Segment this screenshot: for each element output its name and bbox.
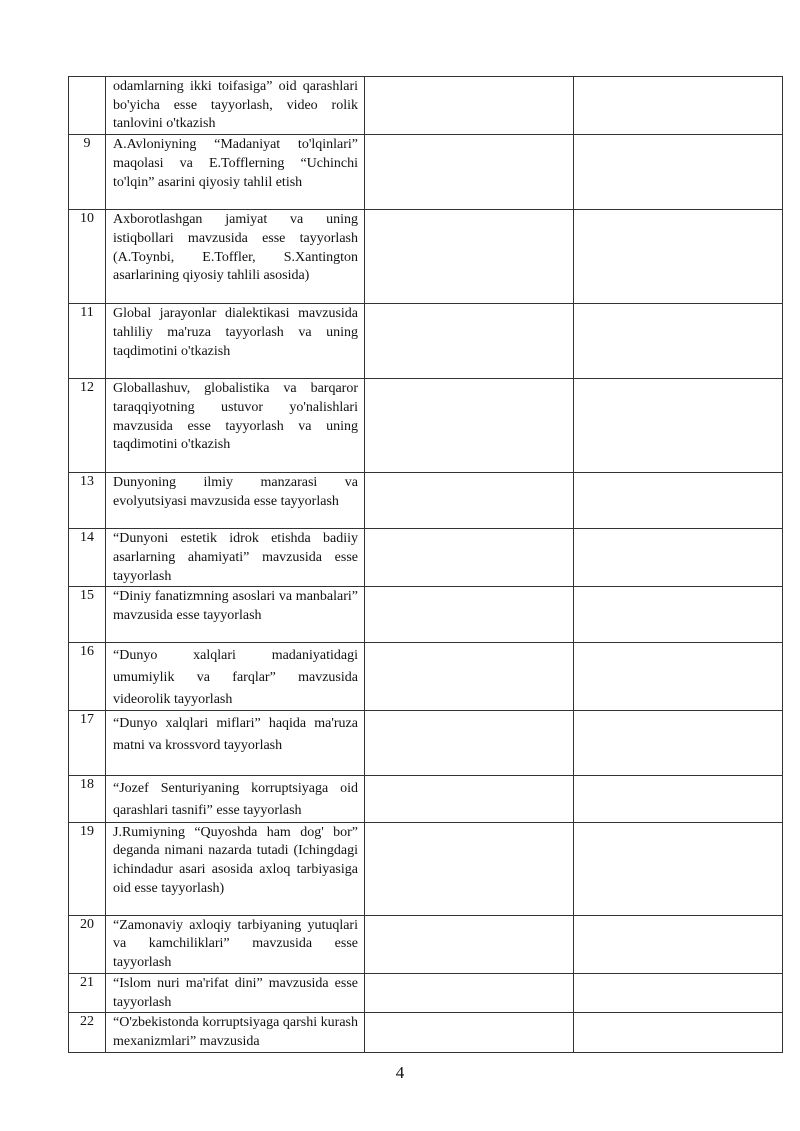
topic-text: Globallashuv, globalistika va barqaror taraqqiyotning ustuvor yo'nalishlari mavzusida esse tayyorlash va uning taqdimotini o'tkazish [113, 381, 358, 453]
empty-cell [365, 822, 574, 915]
empty-cell [574, 973, 783, 1012]
row-number: 11 [69, 304, 106, 379]
topic-cell [106, 304, 365, 379]
row-number: 19 [69, 822, 106, 915]
table-row [69, 473, 783, 529]
row-number: 21 [69, 973, 106, 1012]
empty-cell [365, 711, 574, 776]
topic-text: odamlarning ikki toifasiga” oid qarashlari bo'yicha esse tayyorlash, video rolik tanlovini o'tkazish [113, 79, 358, 132]
row-number: 18 [69, 776, 106, 822]
table-row [69, 587, 783, 643]
topic-text: “O'zbekistonda korruptsiyaga qarshi kurash mexanizmlari” mavzusida [113, 1015, 358, 1049]
empty-cell [574, 1013, 783, 1052]
topic-cell [106, 1013, 365, 1052]
topic-cell [106, 915, 365, 973]
empty-cell [365, 973, 574, 1012]
topic-text: J.Rumiyning “Quyoshda ham dog' bor” deganda nimani nazarda tutadi (Ichingdagi ichindadur asari asosida axloq tarbiyasiga oid esse tayyorlash) [113, 824, 358, 896]
empty-cell [574, 379, 783, 473]
table-row [69, 529, 783, 587]
empty-cell [365, 643, 574, 711]
row-number: 17 [69, 711, 106, 776]
empty-cell [365, 210, 574, 304]
empty-cell [574, 135, 783, 210]
topic-cell [106, 587, 365, 643]
table-row [69, 822, 783, 915]
row-number: 16 [69, 643, 106, 711]
table-row [69, 711, 783, 776]
empty-cell [574, 529, 783, 587]
empty-cell [574, 77, 783, 135]
empty-cell [574, 776, 783, 822]
topic-text: “Dunyo xalqlari miflari” haqida ma'ruza matni va krossvord tayyorlash [113, 716, 358, 754]
row-number: 10 [69, 210, 106, 304]
topic-cell [106, 529, 365, 587]
empty-cell [365, 77, 574, 135]
table-row [69, 973, 783, 1012]
empty-cell [365, 776, 574, 822]
topic-cell [106, 77, 365, 135]
topic-text: “Zamonaviy axloqiy tarbiyaning yutuqlari va kamchiliklari” mavzusida esse tayyorlash [113, 917, 358, 971]
topic-cell [106, 711, 365, 776]
topic-cell [106, 210, 365, 304]
empty-cell [574, 711, 783, 776]
topic-cell [106, 973, 365, 1012]
row-number: 14 [69, 529, 106, 587]
topic-cell [106, 473, 365, 529]
topic-cell [106, 643, 365, 711]
empty-cell [365, 135, 574, 210]
topic-text: “Islom nuri ma'rifat dini” mavzusida esse tayyorlash [113, 975, 358, 1010]
table-row [69, 304, 783, 379]
empty-cell [574, 210, 783, 304]
table-row [69, 915, 783, 973]
topic-text: Global jarayonlar dialektikasi mavzusida tahliliy ma'ruza tayyorlash va uning taqdimotini o'tkazish [113, 306, 358, 359]
table-row [69, 643, 783, 711]
row-number: 9 [69, 135, 106, 210]
topic-cell [106, 822, 365, 915]
topic-text: “Jozef Senturiyaning korruptsiyaga oid qarashlari tasnifi” esse tayyorlash [113, 781, 358, 819]
assignment-table [68, 76, 783, 1053]
row-number [69, 77, 106, 135]
topic-text: “Dunyo xalqlari madaniyatidagi umumiylik va farqlar” mavzusida videorolik tayyorlash [113, 648, 358, 707]
table-row [69, 1013, 783, 1052]
topic-text: A.Avloniyning “Madaniyat to'lqinlari” maqolasi va E.Tofflerning “Uchinchi to'lqin” asarini qiyosiy tahlil etish [113, 137, 358, 190]
page-number: 4 [395, 1063, 405, 1082]
empty-cell [365, 379, 574, 473]
topic-cell [106, 379, 365, 473]
empty-cell [365, 1013, 574, 1052]
empty-cell [365, 587, 574, 643]
empty-cell [574, 915, 783, 973]
table-row [69, 379, 783, 473]
table-row [69, 776, 783, 822]
row-number: 13 [69, 473, 106, 529]
row-number: 22 [69, 1013, 106, 1052]
row-number: 12 [69, 379, 106, 473]
empty-cell [574, 822, 783, 915]
empty-cell [365, 915, 574, 973]
topic-text: “Diniy fanatizmning asoslari va manbalari” mavzusida esse tayyorlash [113, 589, 358, 623]
row-number: 15 [69, 587, 106, 643]
empty-cell [365, 304, 574, 379]
table-row [69, 77, 783, 135]
topic-text: “Dunyoni estetik idrok etishda badiiy asarlarning ahamiyati” mavzusida esse tayyorlash [113, 531, 358, 584]
topic-text: Axborotlashgan jamiyat va uning istiqbollari mavzusida esse tayyorlash (A.Toynbi, E.Toffler, S.Xantington asarlarining qiyosiy tahlili asosida) [113, 212, 358, 284]
empty-cell [574, 473, 783, 529]
empty-cell [365, 529, 574, 587]
topic-cell [106, 135, 365, 210]
table-row [69, 210, 783, 304]
empty-cell [574, 643, 783, 711]
empty-cell [574, 304, 783, 379]
topic-cell [106, 776, 365, 822]
row-number: 20 [69, 915, 106, 973]
empty-cell [365, 473, 574, 529]
empty-cell [574, 587, 783, 643]
topic-text: Dunyoning ilmiy manzarasi va evolyutsiyasi mavzusida esse tayyorlash [113, 475, 358, 509]
table-row [69, 135, 783, 210]
